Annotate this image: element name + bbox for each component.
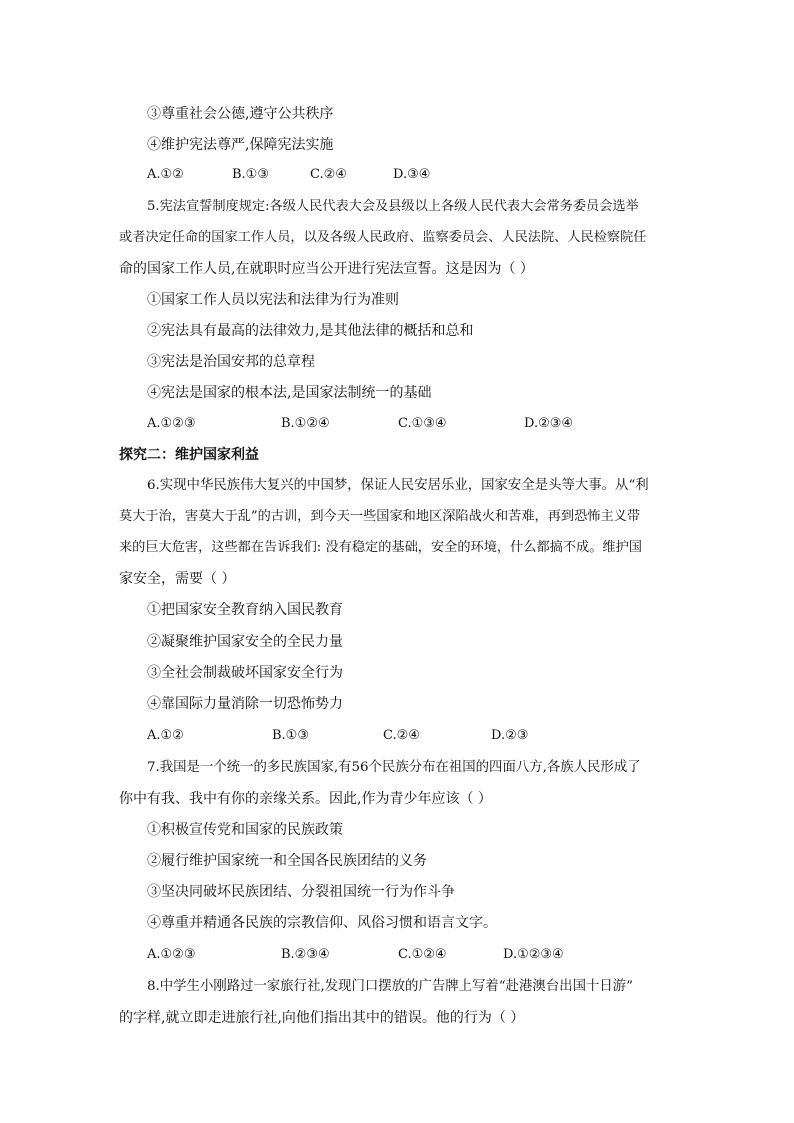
q6-options [147,726,667,746]
q6-stem-line-3: 来的巨大危害，这些都在告诉我们: 没有稳定的基础，安全的环境，什么都搞不成。维护国 [119,540,642,555]
q5-item-4: ④宪法是国家的根本法,是国家法制统一的基础 [147,385,432,401]
q5-item-1: ①国家工作人员以宪法和法律为行为准则 [147,292,399,308]
q6-option-c: C.②④ [383,728,420,743]
q4-option-d: D.③④ [393,167,431,182]
q5-option-b: B.①②④ [281,416,330,431]
q7-option-a: A.①②③ [147,947,196,962]
q7-option-c: C.①②④ [398,947,447,962]
q6-option-b: B.①③ [272,728,309,743]
q5-item-3: ③宪法是治国安邦的总章程 [147,354,315,370]
q8-stem-line-2: 的字样,就立即走进旅行社,向他们指出其中的错误。他的行为（ ） [119,1010,525,1026]
q4-option-a: A.①② [147,167,184,182]
section-heading: 探究二：维护国家利益 [119,447,259,463]
q7-option-d: D.①②③④ [503,947,564,962]
q4-option-c: C.②④ [310,167,347,182]
q5-option-d: D.②③④ [524,416,574,431]
q7-item-2: ②履行维护国家统一和全国各民族团结的义务 [147,853,427,869]
q6-stem-line-4: 家安全，需要（ ） [119,571,236,587]
q4-item-3: ③尊重社会公德,遵守公共秩序 [147,106,334,122]
q6-option-d: D.②③ [491,728,529,743]
q6-item-3: ③全社会制裁破坏国家安全行为 [147,665,343,681]
q4-item-4: ④维护宪法尊严,保障宪法实施 [147,137,334,153]
q4-option-b: B.①③ [232,167,269,182]
q5-option-a: A.①②③ [147,416,196,431]
q7-item-4: ④尊重并精通各民族的宗教信仰、风俗习惯和语言文字。 [147,915,497,931]
q7-option-b: B.②③④ [281,947,330,962]
q4-options [147,165,647,185]
q5-stem-line-2: 或者决定任命的国家工作人员，以及各级人民政府、监察委员会、人民法院、人民检察院任 [119,230,647,245]
q7-options [147,945,667,965]
q7-item-3: ③坚决同破坏民族团结、分裂祖国统一行为作斗争 [147,884,455,900]
q7-stem-line-1: 7.我国是一个统一的多民族国家,有56个民族分布在祖国的四面八方,各族人民形成了 [147,760,641,775]
q6-option-a: A.①② [147,728,184,743]
q7-stem-line-2: 你中有我、我中有你的亲缘关系。因此,作为青少年应该（ ） [119,791,492,807]
q5-stem-line-3: 命的国家工作人员,在就职时应当公开进行宪法宣誓。这是因为（ ） [119,261,534,277]
q5-options [147,414,667,434]
q6-stem-line-2: 莫大于治，害莫大于乱”的古训，到今天一些国家和地区深陷战火和苦难，再到恐怖主义带 [119,509,641,524]
q5-stem-line-1: 5.宪法宣誓制度规定:各级人民代表大会及县级以上各级人民代表大会常务委员会选举 [147,199,639,214]
q5-item-2: ②宪法具有最高的法律效力,是其他法律的概括和总和 [147,323,474,339]
q7-item-1: ①积极宣传党和国家的民族政策 [147,822,343,838]
q6-item-4: ④靠国际力量消除一切恐怖势力 [147,696,343,712]
q8-stem-line-1: 8.中学生小刚路过一家旅行社,发现门口摆放的广告牌上写着“赴港澳台出国十日游” [147,979,634,994]
q5-option-c: C.①③④ [398,416,447,431]
q6-item-1: ①把国家安全教育纳入国民教育 [147,602,343,618]
q6-stem-line-1: 6.实现中华民族伟大复兴的中国梦，保证人民安居乐业，国家安全是头等大事。从“利 [147,478,649,493]
q6-item-2: ②凝聚维护国家安全的全民力量 [147,634,343,650]
